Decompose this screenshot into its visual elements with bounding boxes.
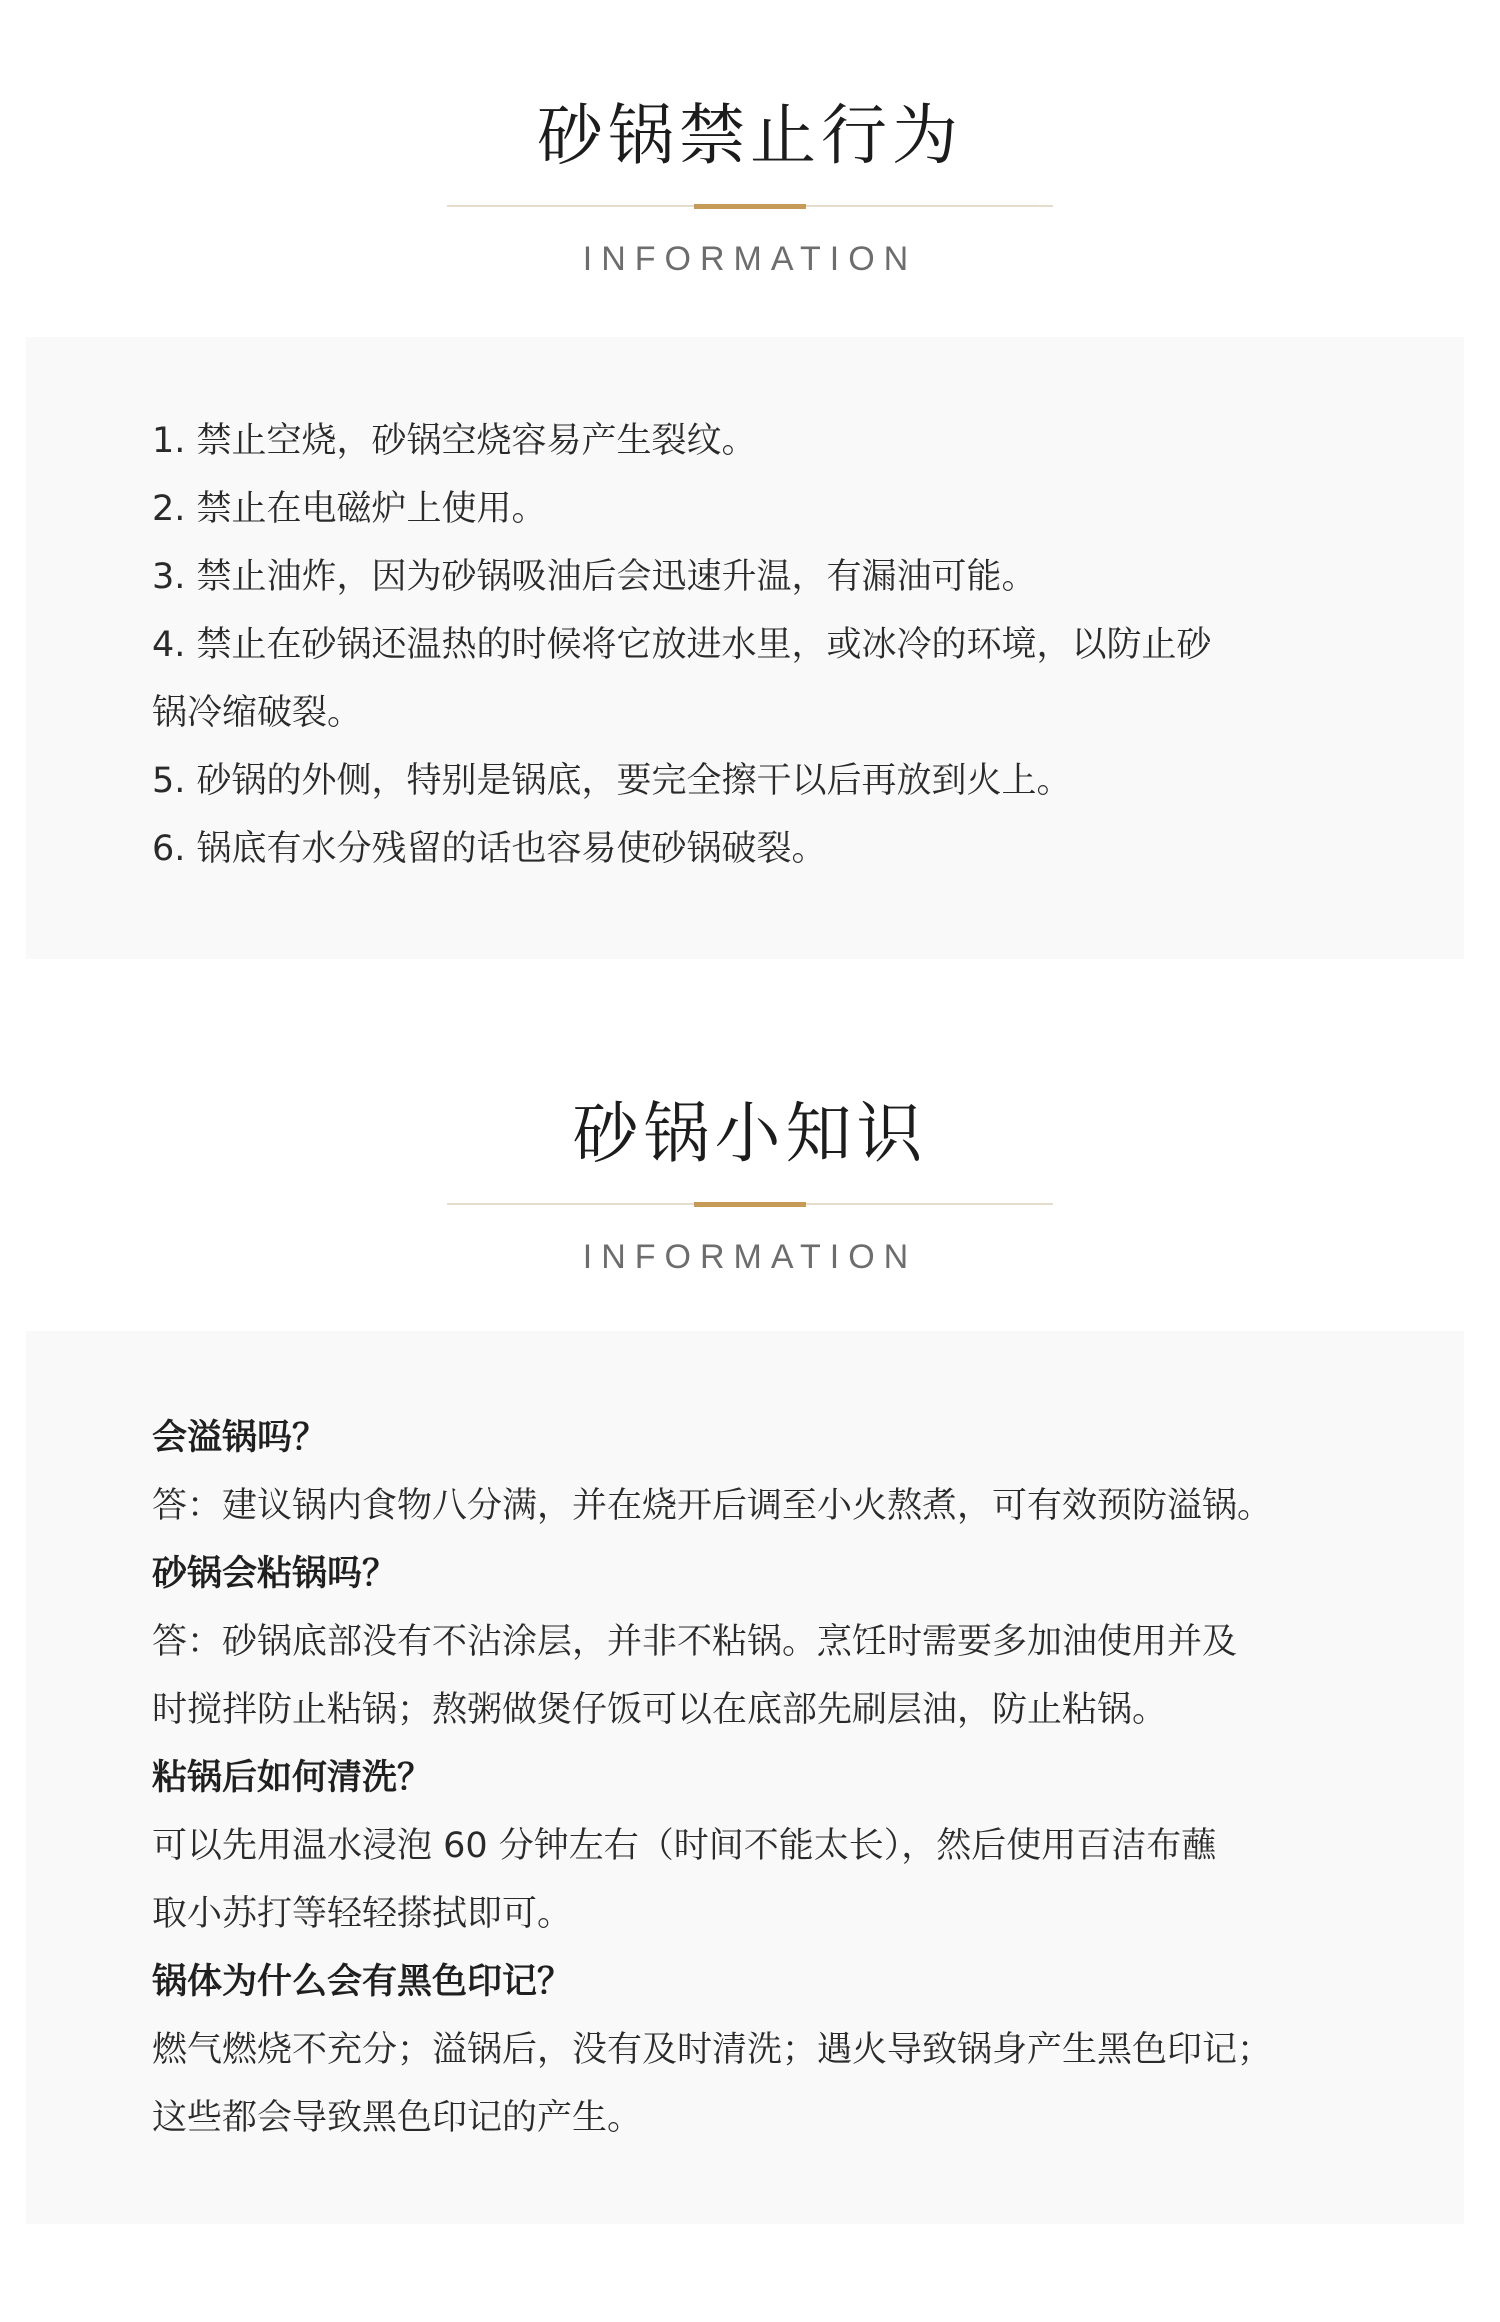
knowledge-section-subtitle: INFORMATION — [582, 1238, 918, 1276]
rules-section-header — [0, 96, 1500, 279]
knowledge-content-box — [26, 1331, 1464, 2224]
faq-question: 砂锅会粘锅吗？ — [152, 1554, 398, 1594]
divider-accent — [694, 204, 806, 209]
rule-line: 3. 禁止油炸，因为砂锅吸油后会迅速升温，有漏油可能。 — [152, 557, 1037, 597]
rules-section-subtitle: INFORMATION — [582, 240, 918, 278]
faq-answer-line: 答：砂锅底部没有不沾涂层，并非不粘锅。烹饪时需要多加油使用并及 — [152, 1622, 1238, 1662]
rules-title-divider — [447, 204, 1053, 208]
faq-question: 锅体为什么会有黑色印记？ — [152, 1962, 573, 2002]
rule-line: 1. 禁止空烧，砂锅空烧容易产生裂纹。 — [152, 421, 757, 461]
rule-line: 锅冷缩破裂。 — [152, 693, 363, 733]
faq-list — [152, 1404, 1352, 2152]
rule-line: 2. 禁止在电磁炉上使用。 — [152, 489, 547, 529]
faq-answer-line: 燃气燃烧不充分；溢锅后，没有及时清洗；遇火导致锅身产生黑色印记； — [152, 2030, 1273, 2070]
faq-answer-line: 答：建议锅内食物八分满，并在烧开后调至小火熬煮，可有效预防溢锅。 — [152, 1486, 1273, 1526]
knowledge-title-divider — [447, 1202, 1053, 1206]
faq-question: 会溢锅吗？ — [152, 1418, 328, 1458]
faq-answer-line: 这些都会导致黑色印记的产生。 — [152, 2098, 643, 2138]
rules-list — [152, 407, 1352, 883]
knowledge-section-header — [0, 1094, 1500, 1277]
faq-answer-line: 取小苏打等轻轻搽拭即可。 — [152, 1894, 573, 1934]
rules-section-title: 砂锅禁止行为 — [537, 97, 963, 174]
rule-line: 6. 锅底有水分残留的话也容易使砂锅破裂。 — [152, 829, 827, 869]
faq-answer-line: 时搅拌防止粘锅；熬粥做煲仔饭可以在底部先刷层油，防止粘锅。 — [152, 1690, 1168, 1730]
rules-content-box — [26, 337, 1464, 959]
faq-question: 粘锅后如何清洗？ — [152, 1758, 433, 1798]
faq-answer-line: 可以先用温水浸泡 60 分钟左右（时间不能太长），然后使用百洁布蘸 — [152, 1826, 1217, 1866]
rule-line: 4. 禁止在砂锅还温热的时候将它放进水里，或冰冷的环境，以防止砂 — [152, 625, 1212, 665]
knowledge-section-title: 砂锅小知识 — [572, 1095, 928, 1172]
rule-line: 5. 砂锅的外侧，特别是锅底，要完全擦干以后再放到火上。 — [152, 761, 1072, 801]
divider-accent — [694, 1202, 806, 1207]
